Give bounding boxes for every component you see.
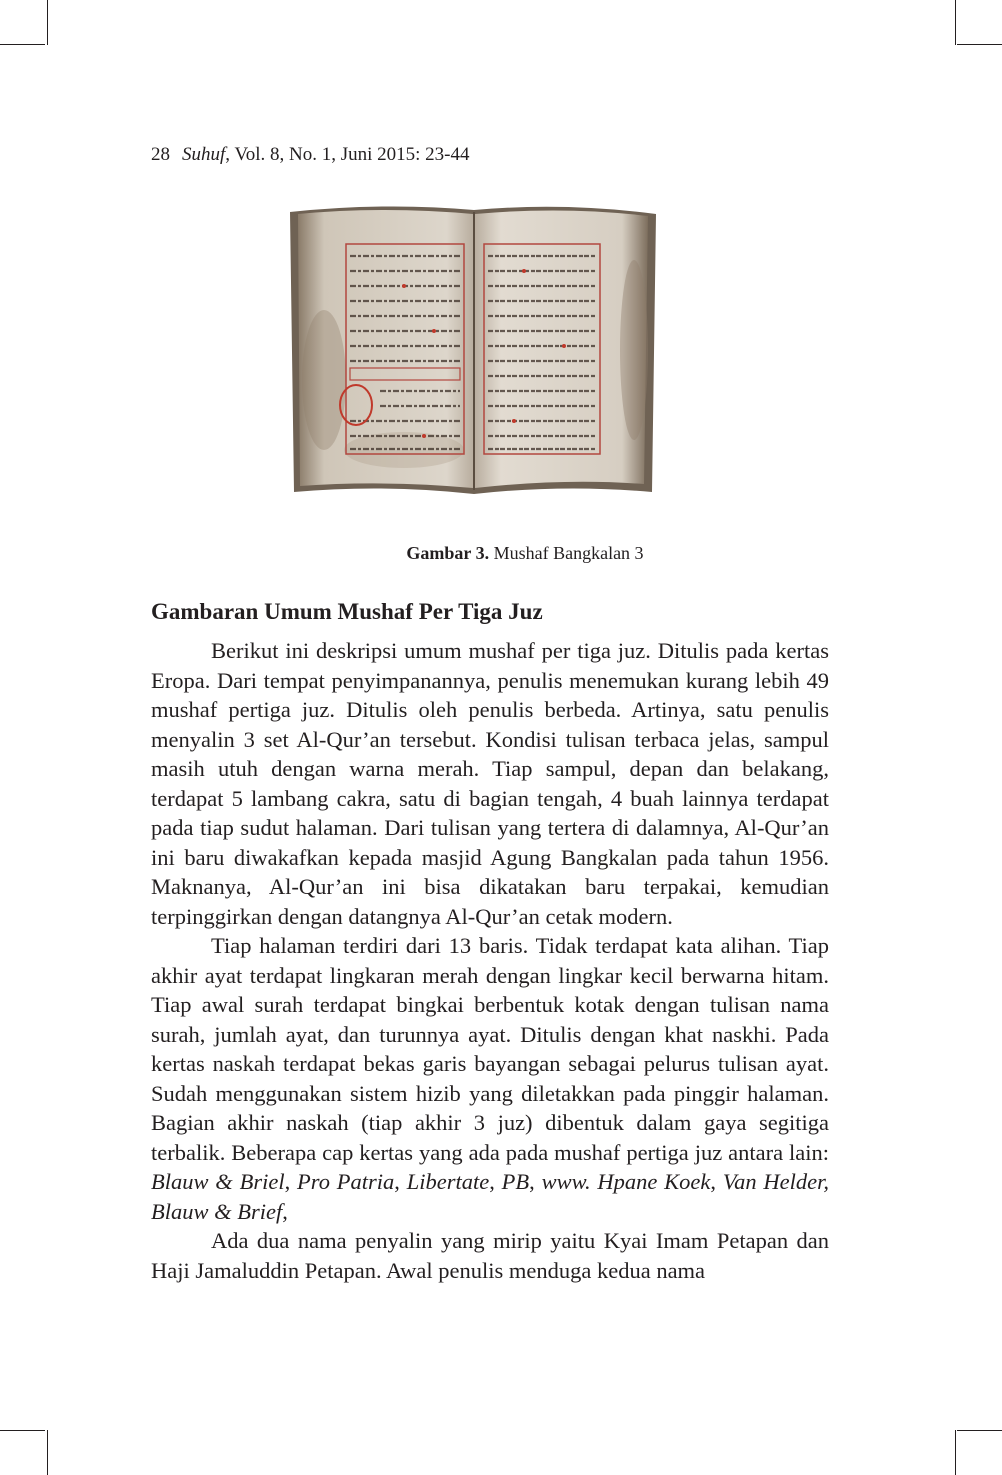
separator: , [710,1169,723,1194]
separator: , [284,1169,298,1194]
paragraph: Berikut ini deskripsi umum mushaf per tiga juz. Ditulis pada kertas Eropa. Dari tempat penyimpanannya, penulis menemukan kurang lebih 49 mushaf pertiga juz. Ditulis oleh penulis berbeda. Artinya, satu penulis menyalin 3 set Al-Qur’an tersebut. Kondisi tulisan terbaca jelas, sampul masih utuh dengan warna merah. Tiap sampul, depan dan belakang, terdapat 5 lambang cakra, satu di bagian tengah, 4 buah lainnya terdapat pada tiap sudut halaman. Dari tulisan yang tertera di dalamnya, Al-Qur’an ini baru diwakafkan kepada masjid Agung Bangkalan pada tahun 1956. Maknanya, Al-Qur’an ini bisa dikatakan baru terpakai, kemudian terpinggirkan dengan datangnya Al-Qur’an cetak modern. [151,638,829,929]
page-number: 28 [151,144,170,165]
manuscript-figure [284,200,660,500]
journal-title: Suhuf [182,144,226,165]
crop-mark [47,0,48,45]
caption-label: Gambar 3. [406,543,490,563]
figure-caption [0,541,1002,565]
crop-mark [47,1430,48,1475]
running-head [151,143,470,167]
crop-mark [957,44,1002,45]
paragraph-text: Tiap halaman terdiri dari 13 baris. Tidak terdapat kata alihan. Tiap akhir ayat terdapat lingkaran merah dengan lingkar kecil berwarna hitam. Tiap awal surah terdapat bingkai berbentuk kotak dengan tulisan nama surah, jumlah ayat, dan turunnya ayat. Ditulis dengan khat naskhi. Pada kertas naskah terdapat bekas garis bayangan sebagai pelurus tulisan ayat. Sudah menggunakan sistem hizib yang diletakkan pada pinggir halaman. Bagian akhir naskah (tiap akhir 3 juz) dibentuk dalam gaya segitiga terbalik. Beberapa cap kertas yang ada pada mushaf pertiga juz antara lain: [151,933,829,1165]
crop-mark [0,44,45,45]
section-heading: Gambaran Umum Mushaf Per Tiga Juz [151,599,543,624]
separator: , [529,1169,542,1194]
paper-watermark: www. Hpane Koek [541,1169,711,1194]
crop-mark [955,1430,956,1475]
separator: , [282,1198,288,1224]
paper-watermark: Pro Patria [297,1169,395,1194]
body-text [151,636,829,1285]
separator: , [489,1169,502,1194]
journal-details: , Vol. 8, No. 1, Juni 2015: 23-44 [225,144,470,165]
caption-text: Mushaf Bangkalan 3 [489,543,644,563]
separator: , [394,1169,407,1194]
paper-watermark: Van Helder, Blauw & Brief [151,1169,830,1224]
paper-watermark: PB [501,1169,530,1194]
paper-watermark: Blauw & Briel [151,1169,285,1194]
crop-mark [957,1430,1002,1431]
paragraph [151,931,829,1226]
paragraph: Ada dua nama penyalin yang mirip yaitu Kyai Imam Petapan dan Haji Jamaluddin Petapan. Awal penulis menduga kedua nama [151,1228,829,1283]
manuscript-image [284,200,660,500]
paper-watermark: Libertate [406,1169,490,1194]
crop-mark [0,1430,45,1431]
crop-mark [955,0,956,45]
